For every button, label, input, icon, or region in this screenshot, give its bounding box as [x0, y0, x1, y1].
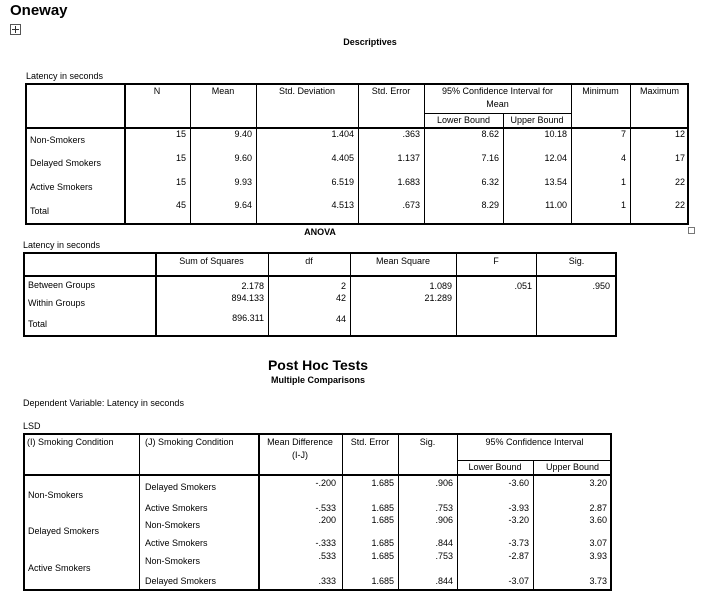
cell-j: Non-Smokers: [145, 520, 201, 530]
cell-ms: 1.089: [429, 281, 452, 291]
cell-lower: -2.87: [508, 551, 529, 561]
cell-f: .051: [514, 281, 532, 291]
cell-upper: 13.54: [544, 177, 567, 187]
cell-sig: .950: [592, 281, 610, 291]
cell-se: 1.685: [371, 515, 394, 525]
descriptives-title: Descriptives: [343, 37, 397, 47]
cell-upper: 10.18: [544, 129, 567, 139]
group-label: Non-Smokers: [28, 490, 84, 500]
posthoc-title: Post Hoc Tests: [267, 357, 369, 373]
cell-upper: 3.20: [589, 478, 607, 488]
posthoc-subtitle: Multiple Comparisons: [270, 375, 365, 385]
cell-sig: .906: [435, 478, 453, 488]
cell-mean: 9.60: [234, 153, 252, 163]
row-label: Between Groups: [28, 280, 96, 290]
desc-header-lower: Lower Bound: [436, 115, 491, 125]
cell-lower: -3.20: [508, 515, 529, 525]
anova-variable-label: Latency in seconds: [23, 240, 101, 250]
posthoc-header-i: (I) Smoking Condition: [27, 437, 114, 447]
cell-md: .533: [318, 551, 336, 561]
cell-se: 1.685: [371, 503, 394, 513]
cell-df: 42: [335, 293, 346, 303]
cell-ms: 21.289: [424, 293, 452, 303]
cell-min: 1: [620, 177, 626, 187]
cell-sd: 6.519: [331, 177, 354, 187]
cell-md: .333: [318, 576, 336, 586]
group-label: Delayed Smokers: [28, 526, 100, 536]
posthoc-header-md-line2: (I-J): [292, 450, 308, 460]
desc-header-max: Maximum: [639, 86, 679, 96]
cell-lower: 8.29: [481, 200, 499, 210]
method-label: LSD: [23, 421, 41, 431]
cell-min: 7: [620, 129, 626, 139]
cell-j: Active Smokers: [145, 503, 208, 513]
posthoc-header-sig: Sig.: [419, 437, 436, 447]
cell-n: 15: [175, 129, 186, 139]
cell-j: Delayed Smokers: [145, 482, 217, 492]
desc-header-std-dev: Std. Deviation: [278, 86, 336, 96]
cell-df: 44: [335, 314, 346, 324]
cell-df: 2: [340, 281, 346, 291]
cell-n: 45: [175, 200, 186, 210]
resize-handle[interactable]: [688, 227, 695, 234]
posthoc-header-se: Std. Error: [350, 437, 390, 447]
cell-ss: 894.133: [231, 293, 264, 303]
cell-lower: 6.32: [481, 177, 499, 187]
cell-upper: 3.60: [589, 515, 607, 525]
anova-header-ms: Mean Square: [375, 256, 431, 266]
cell-min: 1: [620, 200, 626, 210]
row-label: Delayed Smokers: [30, 158, 102, 168]
desc-header-mean: Mean: [211, 86, 235, 96]
desc-header-n: N: [153, 86, 161, 96]
desc-header-ci: 95% Confidence Interval for: [441, 86, 554, 96]
cell-sig: .753: [435, 503, 453, 513]
desc-header-upper: Upper Bound: [510, 115, 564, 125]
cell-j: Active Smokers: [145, 538, 208, 548]
cell-max: 22: [674, 200, 685, 210]
cell-upper: 2.87: [589, 503, 607, 513]
cell-mean: 9.93: [234, 177, 252, 187]
cell-se: 1.685: [371, 538, 394, 548]
cell-lower: 8.62: [481, 129, 499, 139]
row-label: Total: [30, 206, 50, 216]
cell-upper: 11.00: [545, 200, 567, 210]
cell-ss: 2.178: [241, 281, 264, 291]
anova-header-ss: Sum of Squares: [179, 256, 244, 266]
cell-lower: -3.07: [508, 576, 529, 586]
anova-header-sig: Sig.: [568, 256, 585, 266]
cell-lower: -3.73: [508, 538, 529, 548]
cell-n: 15: [175, 177, 186, 187]
cell-se: 1.685: [371, 551, 394, 561]
cell-md: -.533: [315, 503, 336, 513]
row-label: Active Smokers: [30, 182, 93, 192]
cell-sig: .844: [435, 538, 453, 548]
cell-md: .200: [318, 515, 336, 525]
cell-se: .363: [402, 129, 420, 139]
dependent-variable-label: Dependent Variable: Latency in seconds: [23, 398, 184, 408]
posthoc-header-md: Mean Difference: [267, 437, 333, 447]
cell-md: -.200: [315, 478, 336, 488]
cell-mean: 9.40: [234, 129, 252, 139]
desc-header-ci-line2: Mean: [486, 99, 509, 109]
posthoc-header-ci: 95% Confidence Interval: [485, 437, 584, 447]
descriptives-variable-label: Latency in seconds: [26, 71, 104, 81]
cell-se: 1.685: [371, 576, 394, 586]
cell-n: 15: [175, 153, 186, 163]
cell-sig: .844: [435, 576, 453, 586]
cell-sd: 4.405: [331, 153, 354, 163]
posthoc-header-lower: Lower Bound: [468, 462, 522, 472]
row-label: Non-Smokers: [30, 135, 86, 145]
row-label: Total: [28, 319, 48, 329]
cell-lower: 7.16: [481, 153, 499, 163]
plus-box-icon[interactable]: [10, 24, 21, 35]
cell-min: 4: [620, 153, 626, 163]
cell-sd: 1.404: [331, 129, 354, 139]
cell-mean: 9.64: [234, 200, 252, 210]
posthoc-header-j: (J) Smoking Condition: [145, 437, 234, 447]
anova-header-df: df: [305, 256, 313, 266]
cell-upper: 12.04: [544, 153, 567, 163]
desc-header-std-err: Std. Error: [371, 86, 411, 96]
cell-lower: -3.93: [508, 503, 529, 513]
cell-upper: 3.73: [589, 576, 607, 586]
cell-j: Non-Smokers: [145, 556, 201, 566]
cell-lower: -3.60: [508, 478, 529, 488]
cell-max: 12: [674, 129, 685, 139]
cell-sig: .753: [435, 551, 453, 561]
cell-se: .673: [402, 200, 420, 210]
anova-title: ANOVA: [304, 227, 336, 237]
cell-se: 1.683: [397, 177, 420, 187]
cell-sd: 4.513: [331, 200, 354, 210]
cell-se: 1.137: [397, 153, 420, 163]
cell-se: 1.685: [371, 478, 394, 488]
page-title: Oneway: [10, 2, 68, 19]
row-label: Within Groups: [28, 298, 86, 308]
cell-ss: 896.311: [232, 313, 264, 323]
cell-upper: 3.93: [589, 551, 607, 561]
anova-header-f: F: [493, 256, 499, 266]
cell-md: -.333: [315, 538, 336, 548]
desc-header-min: Minimum: [582, 86, 619, 96]
cell-max: 22: [674, 177, 685, 187]
group-label: Active Smokers: [28, 563, 91, 573]
cell-upper: 3.07: [589, 538, 607, 548]
cell-sig: .906: [435, 515, 453, 525]
cell-j: Delayed Smokers: [145, 576, 217, 586]
posthoc-header-upper: Upper Bound: [545, 462, 600, 472]
cell-max: 17: [674, 153, 685, 163]
